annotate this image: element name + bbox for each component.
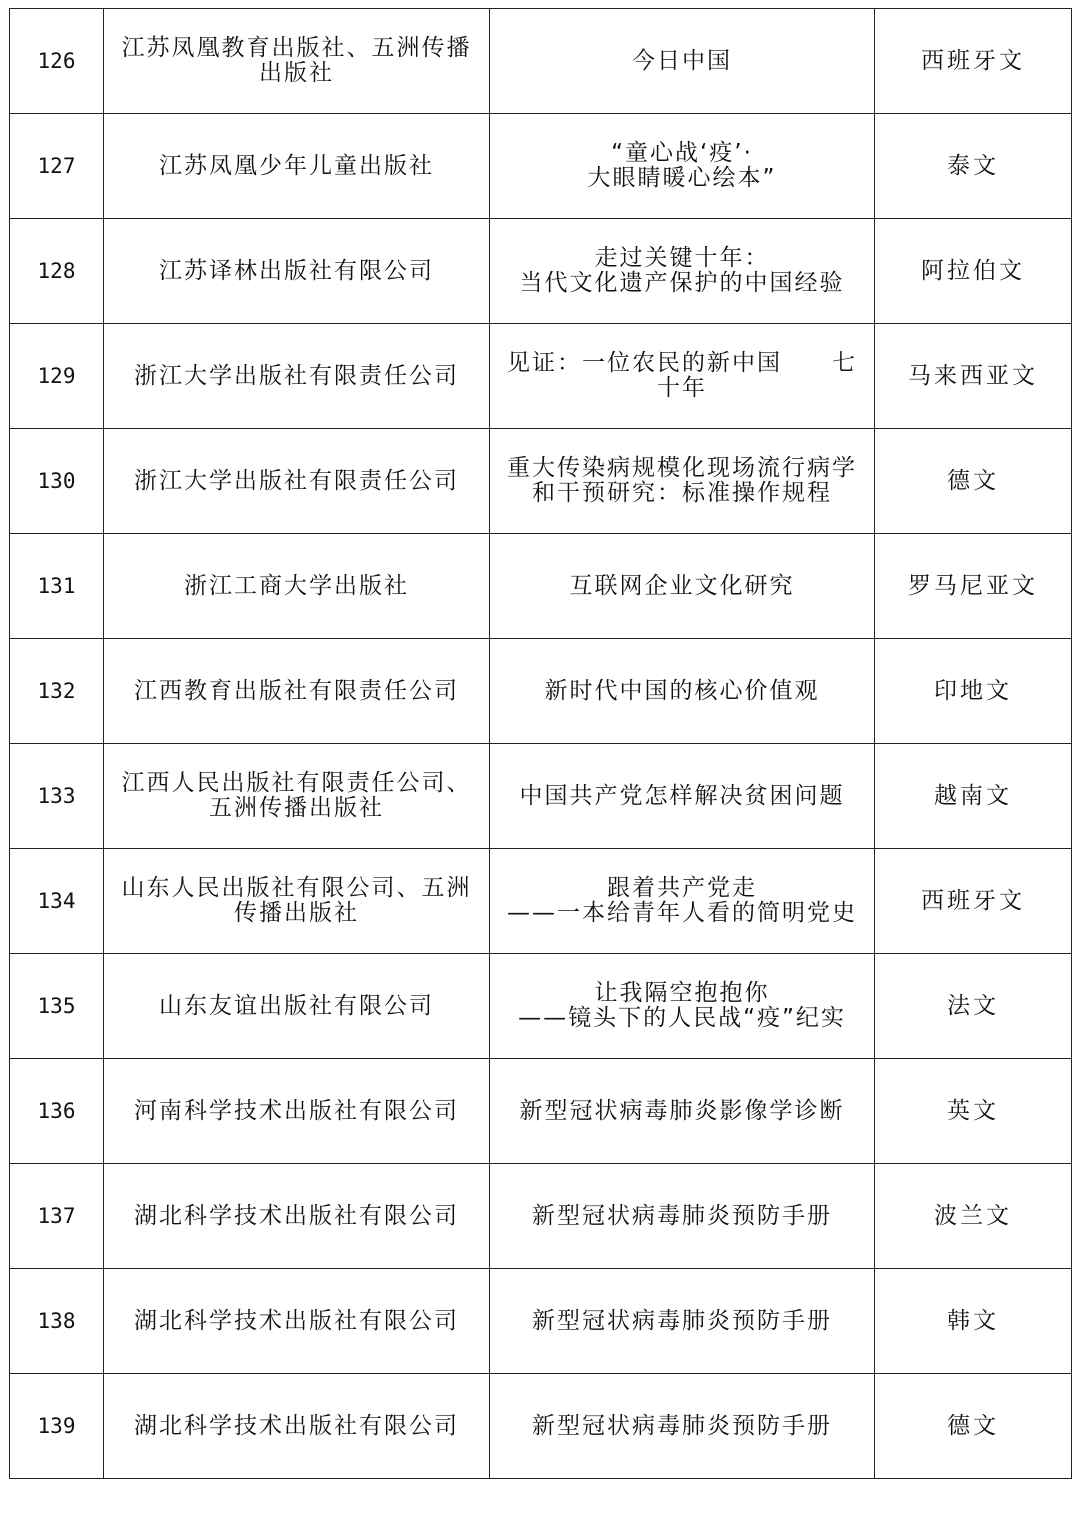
publisher-cell <box>104 1164 490 1269</box>
publisher-name: 浙江大学出版社有限责任公司 <box>134 362 459 389</box>
language-cell: 法文 <box>875 954 1072 1059</box>
language-cell: 阿拉伯文 <box>875 219 1072 324</box>
row-number-cell: 126 <box>10 9 104 114</box>
publisher-name: 湖北科学技术出版社有限公司 <box>134 1412 459 1439</box>
book-title-cell <box>490 1269 875 1374</box>
publisher-name: 江西人民出版社有限责任公司、五洲传播出版社 <box>121 770 472 821</box>
language-cell: 印地文 <box>875 639 1072 744</box>
book-title-cell <box>490 114 875 219</box>
book-title-line: 大眼睛暖心绘本” <box>587 165 777 191</box>
book-title-line: 新时代中国的核心价值观 <box>544 677 820 704</box>
publisher-cell <box>104 639 490 744</box>
publisher-cell <box>104 534 490 639</box>
publisher-cell <box>104 9 490 114</box>
table-row <box>10 534 1072 639</box>
book-title-line: 新型冠状病毒肺炎预防手册 <box>532 1307 832 1334</box>
language-cell: 西班牙文 <box>875 9 1072 114</box>
row-number-cell: 127 <box>10 114 104 219</box>
row-number-cell: 139 <box>10 1374 104 1479</box>
publisher-cell <box>104 744 490 849</box>
row-number-cell: 132 <box>10 639 104 744</box>
publisher-name: 江西教育出版社有限责任公司 <box>134 677 459 704</box>
book-title-line: 新型冠状病毒肺炎预防手册 <box>532 1202 832 1229</box>
publisher-cell <box>104 954 490 1059</box>
table-row <box>10 1164 1072 1269</box>
row-number-cell: 129 <box>10 324 104 429</box>
book-title-line: “童心战‘疫’· <box>611 140 753 166</box>
row-number-cell: 135 <box>10 954 104 1059</box>
book-title-line: 今日中国 <box>632 47 732 74</box>
book-title-cell <box>490 1059 875 1164</box>
publisher-cell <box>104 1059 490 1164</box>
publisher-cell <box>104 1269 490 1374</box>
language-cell: 德文 <box>875 429 1072 534</box>
book-title-line: 新型冠状病毒肺炎预防手册 <box>532 1412 832 1439</box>
publisher-cell <box>104 114 490 219</box>
publisher-name: 江苏译林出版社有限公司 <box>159 257 434 284</box>
table-row <box>10 1374 1072 1479</box>
table-row <box>10 114 1072 219</box>
book-title-cell <box>490 639 875 744</box>
book-title-line: 互联网企业文化研究 <box>569 572 795 599</box>
row-number-cell: 128 <box>10 219 104 324</box>
publisher-name: 河南科学技术出版社有限公司 <box>134 1097 459 1124</box>
table-row <box>10 429 1072 534</box>
publisher-cell <box>104 429 490 534</box>
book-title-cell <box>490 324 875 429</box>
table-body <box>10 9 1072 1479</box>
table-row <box>10 849 1072 954</box>
table-row <box>10 1059 1072 1164</box>
language-cell: 西班牙文 <box>875 849 1072 954</box>
row-number-cell: 136 <box>10 1059 104 1164</box>
book-title-line: ——镜头下的人民战“疫”纪实 <box>518 1005 846 1031</box>
row-number-cell: 138 <box>10 1269 104 1374</box>
table-row <box>10 9 1072 114</box>
table-row <box>10 219 1072 324</box>
book-title-line: 中国共产党怎样解决贫困问题 <box>519 782 845 809</box>
book-title-cell <box>490 1164 875 1269</box>
language-cell: 越南文 <box>875 744 1072 849</box>
language-cell: 罗马尼亚文 <box>875 534 1072 639</box>
book-title-line: 跟着共产党走 <box>607 875 757 901</box>
book-title-line: 和干预研究：标准操作规程 <box>532 480 832 506</box>
language-cell: 泰文 <box>875 114 1072 219</box>
publisher-cell <box>104 1374 490 1479</box>
book-title-cell <box>490 954 875 1059</box>
table-row <box>10 324 1072 429</box>
publisher-name: 湖北科学技术出版社有限公司 <box>134 1202 459 1229</box>
book-title-cell <box>490 1374 875 1479</box>
language-cell: 韩文 <box>875 1269 1072 1374</box>
row-number-cell: 134 <box>10 849 104 954</box>
row-number-cell: 137 <box>10 1164 104 1269</box>
book-title-line: 让我隔空抱抱你 <box>594 980 770 1006</box>
publisher-name: 山东友谊出版社有限公司 <box>159 992 434 1019</box>
row-number-cell: 133 <box>10 744 104 849</box>
book-title-cell <box>490 429 875 534</box>
publisher-name: 浙江工商大学出版社 <box>184 572 409 599</box>
publisher-name: 山东人民出版社有限公司、五洲传播出版社 <box>121 875 472 926</box>
book-title-cell <box>490 744 875 849</box>
publisher-cell <box>104 324 490 429</box>
row-number-cell: 131 <box>10 534 104 639</box>
book-title-cell <box>490 849 875 954</box>
book-title-line: 重大传染病规模化现场流行病学 <box>507 455 857 481</box>
publisher-name: 江苏凤凰教育出版社、五洲传播出版社 <box>121 35 472 86</box>
table-row <box>10 744 1072 849</box>
book-title-line: 走过关键十年： <box>594 245 770 271</box>
publication-list-table <box>9 8 1072 1479</box>
publisher-cell <box>104 219 490 324</box>
book-title-line: 见证：一位农民的新中国 七 <box>507 350 857 376</box>
language-cell: 德文 <box>875 1374 1072 1479</box>
table-row <box>10 1269 1072 1374</box>
language-cell: 马来西亚文 <box>875 324 1072 429</box>
book-title-line: 新型冠状病毒肺炎影像学诊断 <box>519 1097 845 1124</box>
book-title-cell <box>490 219 875 324</box>
book-title-line: ——一本给青年人看的简明党史 <box>507 900 857 926</box>
table-row <box>10 954 1072 1059</box>
language-cell: 英文 <box>875 1059 1072 1164</box>
book-title-line: 十年 <box>657 375 707 401</box>
book-title-cell <box>490 9 875 114</box>
publisher-cell <box>104 849 490 954</box>
language-cell: 波兰文 <box>875 1164 1072 1269</box>
row-number-cell: 130 <box>10 429 104 534</box>
publisher-name: 浙江大学出版社有限责任公司 <box>134 467 459 494</box>
table-row <box>10 639 1072 744</box>
publisher-name: 江苏凤凰少年儿童出版社 <box>159 152 434 179</box>
publisher-name: 湖北科学技术出版社有限公司 <box>134 1307 459 1334</box>
book-title-cell <box>490 534 875 639</box>
book-title-line: 当代文化遗产保护的中国经验 <box>519 270 845 296</box>
